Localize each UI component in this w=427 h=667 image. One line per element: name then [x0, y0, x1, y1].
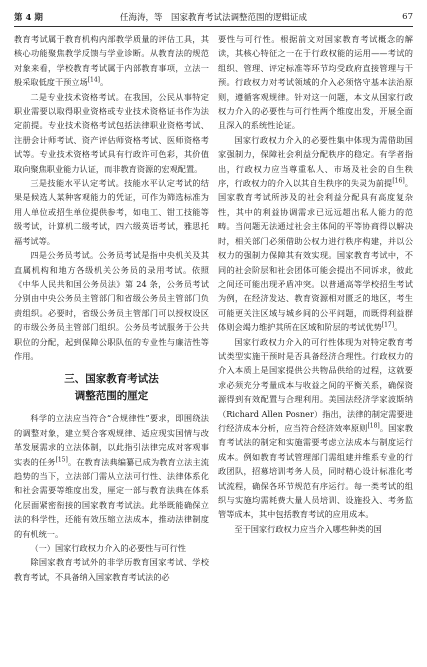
header-rule	[14, 26, 413, 27]
paragraph: 科学的立法应当符合“合规律性”要求，即围绕法的调整对象，建立契合客观规律、适应现实国情与改革发展需求的立法体制，以此指引法律完成对客观事实表的任务[15]。在教育法典编纂已成为教育立法主流趋势的当下，立法部门需从立法可行性、法律体系化和社会需要等维度出发，厘定一部与教育法典在体系化层面紧密衔接的国家教育考试法。此举既能确保立法的科学性，还能有效压缩立法成本，推动法律制度的有机统一。	[14, 413, 209, 539]
page-header	[14, 10, 413, 24]
paragraph: 至于国家行政权力应当介入哪些种类的国	[234, 523, 382, 534]
subsection-heading: （一）国家行政权力介入的必要性与可行性	[30, 543, 186, 553]
citation: [16]	[392, 177, 405, 185]
paragraph: 三是技能水平认定考试。技能水平认定考试的结果是候选人某种客观能力的凭证，可作为筛选标准为用人单位或招生单位提供参考，如电工、钳工技能等级考试，计算机二级考试，四六级英语考试，雅思托福考试等。	[14, 178, 209, 246]
paragraph: 要性与可行性。根据前文对国家教育考试概念的解读，其核心特征之一在于行政权能的运用——考试的组织、管理、评定标准等环节均受政府直接管理与干预。行政权力对考试领域的介入必须恪守基本法治原则，遵循客观规律。针对这一问题，本文从国家行政权力介入的必要性与可行性两个维度出发，开展全面且深入的系统性论证。	[218, 34, 413, 131]
paragraph: 国家行政权力介入的必要性集中体现为需借助国家强制力，保障社会利益分配秩序的稳定。有学者指出，行政权力应当尊重私人、市场及社会的自生秩序，行政权力的介入以其自生秩序的失灵为前提[16]。国家教育考试所涉及的社会利益分配具有高度复杂性，其中的利益协调需求已远远超出私人能力的范畴。当问题无法通过社会主体间的平等协商得以解决时，相关部门必须借助公权力进行秩序构建，并以公权力的强制力保障其有效实现。国家教育考试中，不同的社会阶层和社会团体可能会提出不同诉求，彼此之间还可能出现矛盾冲突。以普通高等学校招生考试为例，在经济发达、教育资源相对匮乏的地区，考生可能更关注区域与城乡间的公平问题，而既得利益群体则会竭力维护其所在区域和阶层的考试优势[17]。	[218, 134, 413, 333]
right-column	[218, 32, 413, 536]
page-number: 67	[402, 12, 413, 22]
citation: [14]	[87, 76, 101, 84]
section-heading: 三、国家教育考试法 调整范围的厘定	[64, 373, 159, 403]
paragraph: 二是专业技术资格考试。在我国，公民从事特定职业需要以取得职业资格或专业技术资格证书作为法定前提。专业技术资格考试包括法律职业资格考试、注册会计师考试、资产评估师资格考试、医师资格考试等。专业技术资格考试具有行政许可色彩，其价值取向聚焦职业能力认证，而非教育资源的宏观配置。	[14, 91, 209, 174]
citation: [15]	[55, 455, 68, 463]
issue-number: 第 4 期	[14, 13, 43, 23]
left-column	[14, 32, 209, 584]
paragraph: 除国家教育考试外的非学历教育国家考试、学校教育考试，不具备纳入国家教育考试法的必	[14, 557, 209, 582]
running-title: 任海涛，等 国家教育考试法调整范围的逻辑证成	[119, 13, 307, 23]
paragraph: 四是公务员考试。公务员考试是指中央机关及其直属机构和地方各级机关公务员的录用考试。依照《中华人民共和国公务员法》第 24 条，公务员考试分别由中央公务员主管部门和省级公务员主管部门负责组织。必要时，省级公务员主管部门可以授权设区的市级公务员主管部门组织。公务员考试服务于公共职位的分配，起到保障公职队伍的专业性与廉洁性等作用。	[14, 250, 209, 361]
paragraph: 国家行政权力介入的可行性体现为对特定教育考试类型实施干预时是否具备经济合理性。行政权力的介入本质上是国家提供公共物品供给的过程，这就要求必须充分考量成本与收益之间的平衡关系，确保资源得到有效配置与合理利用。美国法经济学家波斯纳（Richard Allen Posner）指出，法律的制定需要进行经济成本分析，应当符合经济效率原则[18]。国家教育考试法的制定和实施需要考虑立法成本与制度运行成本。例如教育考试管理部门需组建并维系专业的行政团队，招募培训考务人员，同时精心设计标准化考试流程，确保各环节规范有序运行。每一类考试的组织与实施均需耗费大量人员培训、设施投入、考务监管等成本，其中包括教育考试的应用成本。	[218, 336, 413, 520]
citation: [18]	[367, 422, 380, 430]
citation: [17]	[381, 321, 395, 329]
paragraph: 教育考试属于教育机构内部教学质量的评估工具，其核心功能聚焦教学反馈与学业诊断。从教育法的规范对象来看，学校教育考试属于内部教育事项，立法一般采取低度干预立场[14]。	[14, 34, 209, 88]
